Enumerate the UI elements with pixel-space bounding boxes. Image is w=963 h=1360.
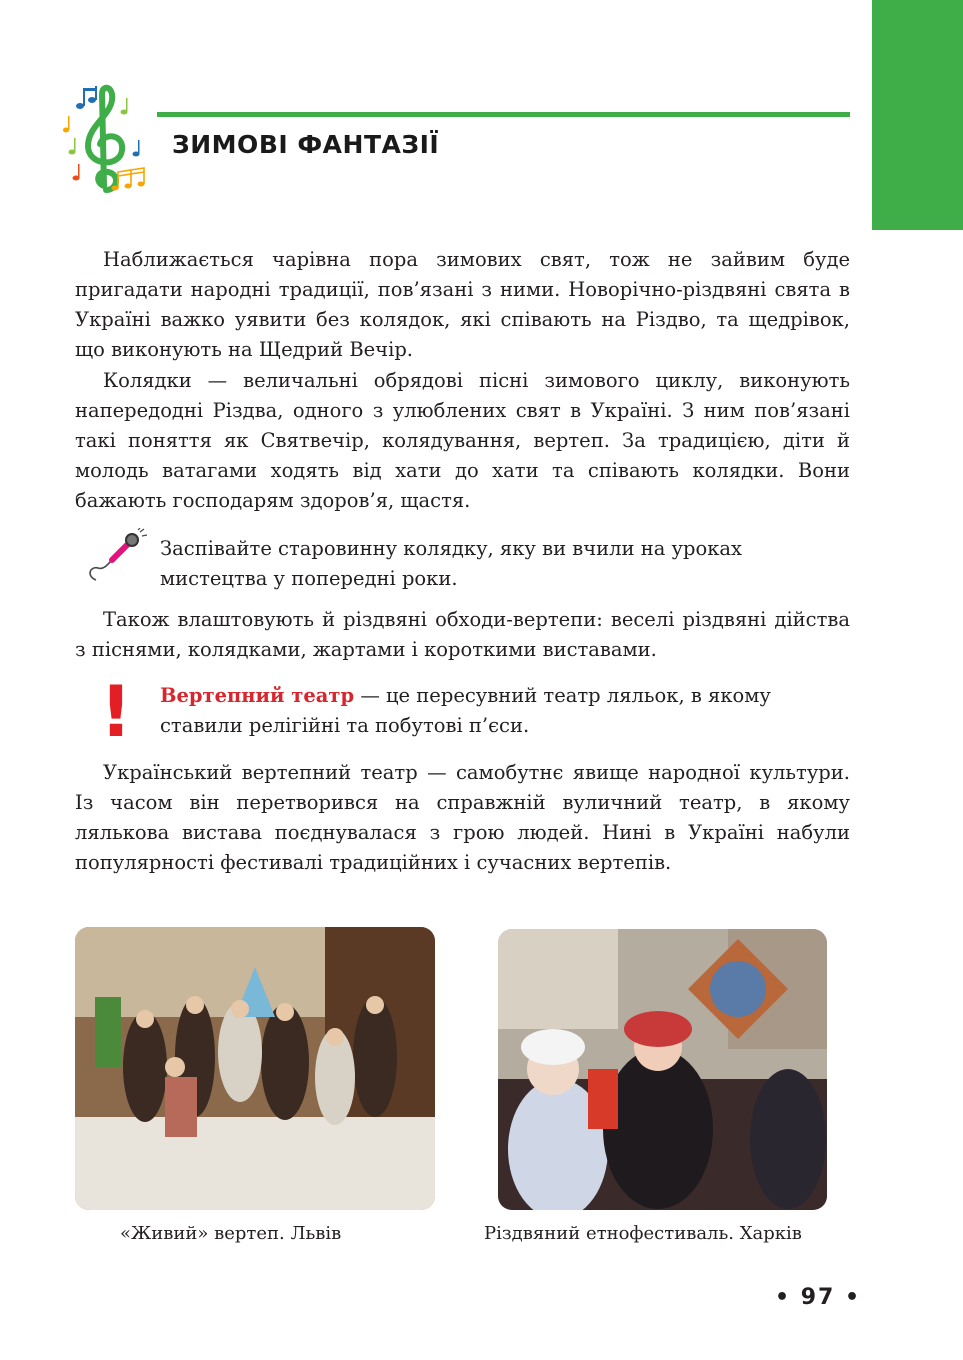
header-rule xyxy=(157,112,850,117)
page-number: • 97 • xyxy=(775,1285,862,1310)
photo-lviv-vertep xyxy=(75,927,435,1210)
page-title: ЗИМОВІ ФАНТАЗІЇ xyxy=(172,130,440,159)
chapter-side-tab xyxy=(872,0,963,230)
task-text: Заспівайте старовинну колядку, яку ви вчили на уроках мистецтва у попередні роки. xyxy=(160,537,743,590)
definition-box xyxy=(160,681,850,741)
definition-term: Вертепний театр xyxy=(160,684,355,707)
photo-caption-kharkiv: Різдвяний етнофестиваль. Харків xyxy=(484,1223,802,1244)
vertep-paragraph: Також влаштовують й різдвяні обходи-вертепи: веселі різдвяні дійства з піснями, колядками, жартами і короткими виставами. xyxy=(75,608,850,661)
exclamation-icon: ! xyxy=(100,671,132,753)
photo-caption-lviv: «Живий» вертеп. Львів xyxy=(120,1223,342,1244)
theatre-paragraph: Український вертепний театр — самобутнє явище народної культури. Із часом він перетворився на справжній вуличний театр, в якому лялькова вистава поєднувалася з грою людей. Нині в Україні набули популярності фестивалі традиційних і сучасних вертепів. xyxy=(75,761,850,874)
photo-kharkiv-festival xyxy=(498,929,827,1210)
microphone-icon xyxy=(82,528,148,586)
definition-text: — це пересувний театр ляльок, в якому ставили релігійні та побутові п’єси. xyxy=(160,684,771,737)
intro-paragraph: Наближається чарівна пора зимових свят, тож не зайвим буде пригадати народні традиції, пов’язані з ними. Новорічно-різдвяні свята в Україні важко уявити без колядок, які співають на Різдво, та щедрівок, що виконують на Щедрий Вечір. xyxy=(75,248,850,361)
carols-paragraph: Колядки — величальні обрядові пісні зимового циклу, виконують напередодні Різдва, одного з улюблених свят в Україні. З ним пов’язані такі поняття як Святвечір, колядування, вертеп. За традицією, діти й молодь ватагами ходять від хати до хати та співають колядки. Вони бажають господарям здоров’я, щастя. xyxy=(75,369,850,512)
treble-clef-notes-icon xyxy=(58,82,150,204)
